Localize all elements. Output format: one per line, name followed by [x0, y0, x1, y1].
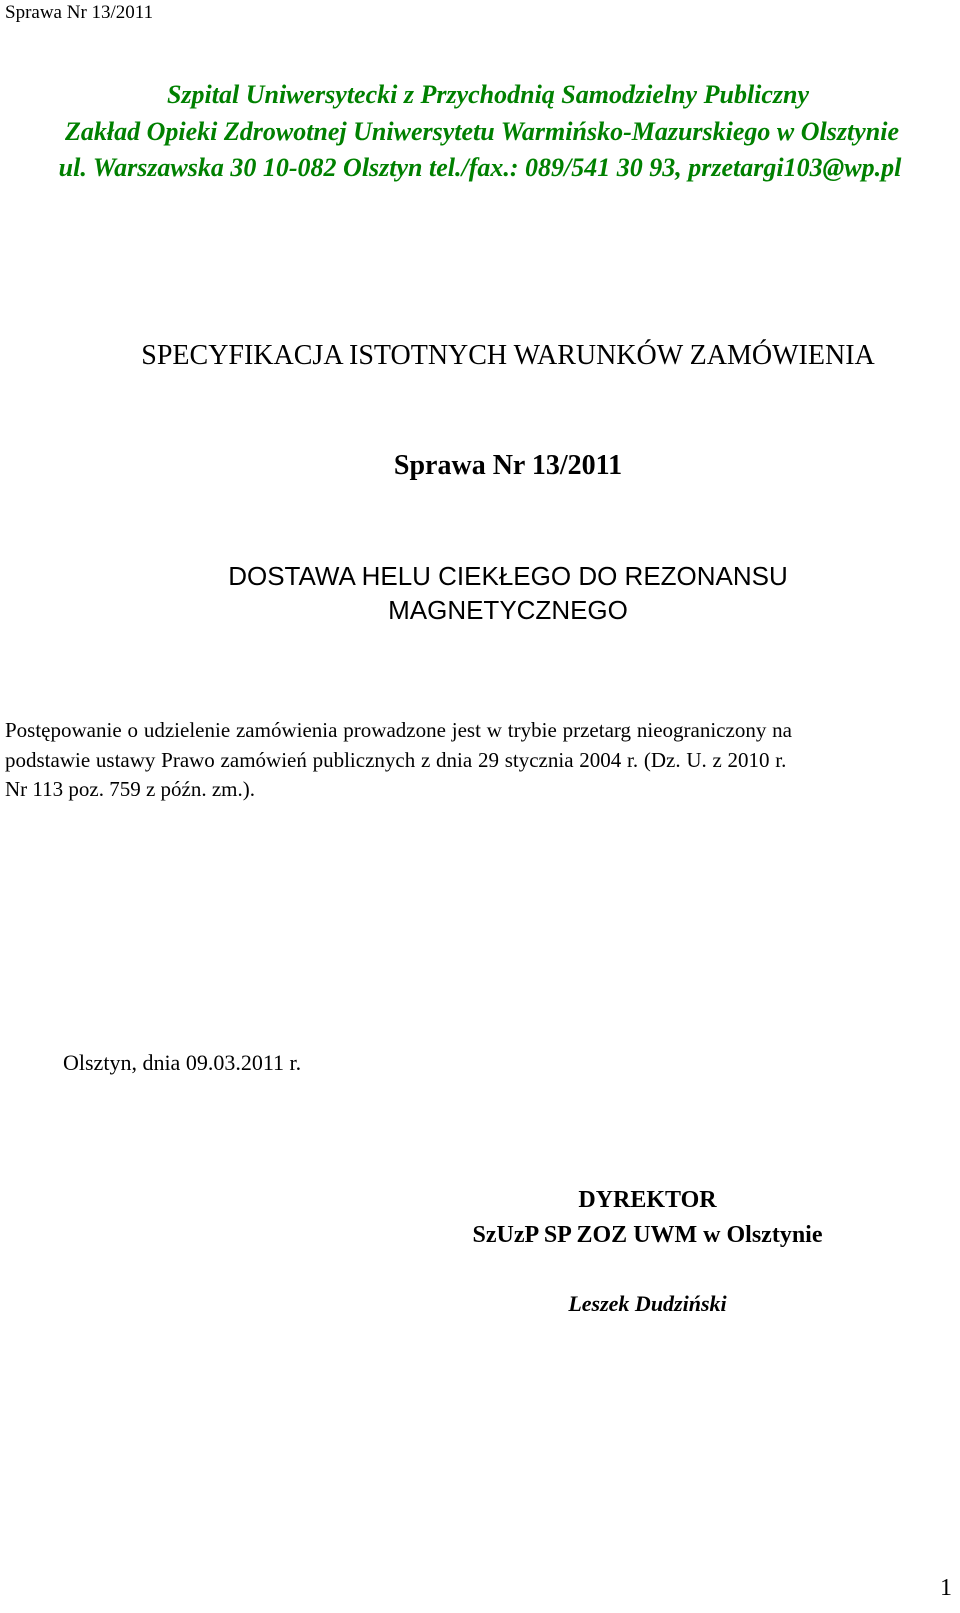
signatory-title: DYREKTOR — [578, 1187, 717, 1213]
place-and-date: Olsztyn, dnia 09.03.2011 r. — [63, 1050, 302, 1075]
case-number: Sprawa Nr 13/2011 — [393, 450, 623, 481]
page-number: 1 — [940, 1575, 952, 1601]
signatory-institution: SzUzP SP ZOZ UWM w Olsztynie — [472, 1222, 823, 1248]
procedure-text-line-3: Nr 113 poz. 759 z późn. zm.). — [5, 777, 255, 801]
signatory-name: Leszek Dudziński — [568, 1291, 727, 1316]
procedure-text-line-2: podstawie ustawy Prawo zamówień publicznych z dnia 29 stycznia 2004 r. (Dz. U. z 2010 r. — [5, 748, 787, 772]
running-header: Sprawa Nr 13/2011 — [5, 2, 154, 23]
organization-name-line-2: Zakład Opieki Zdrowotnej Uniwersytetu Warmińsko-Mazurskiego w Olsztynie — [64, 117, 899, 146]
subject-line-2: MAGNETYCZNEGO — [388, 595, 628, 625]
document-title: SPECYFIKACJA ISTOTNYCH WARUNKÓW ZAMÓWIENIA — [141, 340, 875, 371]
subject-line-1: DOSTAWA HELU CIEKŁEGO DO REZONANSU — [228, 561, 788, 591]
organization-address: ul. Warszawska 30 10-082 Olsztyn tel./fax.: 089/541 30 93, przetargi103@wp.pl — [58, 153, 902, 182]
organization-name-line: Szpital Uniwersytecki z Przychodnią Samodzielny Publiczny — [166, 80, 810, 109]
procedure-text-line-1: Postępowanie o udzielenie zamówienia prowadzone jest w trybie przetarg nieograniczony na — [5, 718, 792, 742]
